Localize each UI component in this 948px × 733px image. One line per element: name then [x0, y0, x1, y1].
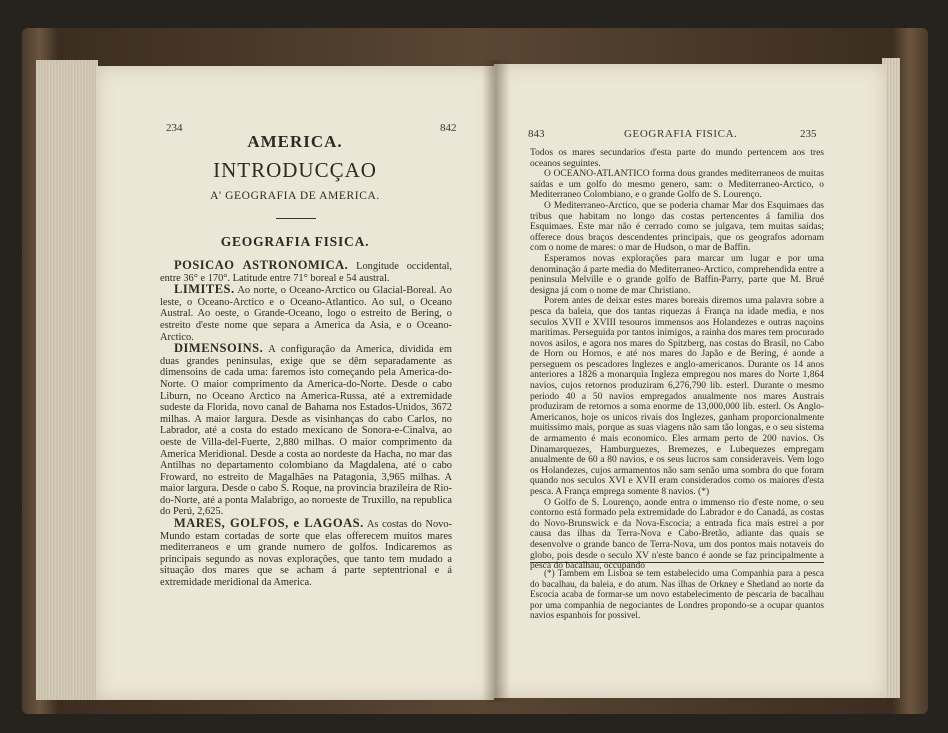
text-seas: As costas do Novo-Mundo estam cortadas de sorte que elas offerecem muitos mares mediterraneos e um grande numero de golfos. Indicaremos as principais segundo as novas explorações, que tanto tem mudado a situação dos mares que se acham á parte septentrional e á extremidade meridional da America. — [160, 519, 452, 589]
right-page — [494, 64, 886, 698]
page-edges-left — [36, 60, 98, 700]
paragraph-atlantic: O OCEANO-ATLANTICO forma dous grandes mediterraneos de muitas saídas e um golfo do mesmo genero, sam: o Mediterraneo-Arctico, o Mediterraneo Colombiano, e o grande Golfo de S. Lourenço. — [530, 169, 824, 201]
paragraph-position — [160, 260, 452, 284]
paragraph-limits — [160, 284, 452, 343]
paragraph-seas — [160, 518, 452, 589]
text-dimensions: A configuração da America, dividida em duas grandes peninsulas, exige que se dêm separadamente as dimensoins de cada uma: faremos isto começando pela America-do-Norte. O maior comprimento da America-do-Norte. Desde o cabo Liburn, no Oceano Arctico na America-Russa, até a extremidade sudeste da Florida, novo canal de Bahama nos Estados-Unidos, 3672 milhas. A maior largura. Desde as visinhanças do cabo Carlos, no Labrador, até a costa do estado mexicano de Sonora-e-Cinalva, ao oeste de Villa-del-Fuerte, 2,880 milhas. O maior comprimento da America Meridional. Desde a costa ao nordeste da Hacha, no mar das Antilhas no departamento colombiano da Magdalena, até o cabo Froward, no estreito de Magalhães na Patagonia, 3,965 milhas. A maior largura. Desde o cabo S. Roque, na provincia brazileira de Rio-do-Norte, até a ponta Malabrigo, ao noroeste de Truxillo, na republica do Perú, 2,625. — [160, 344, 452, 518]
paragraph-intro: Todos os mares secundarios d'esta parte do mundo pertencem aos tres oceanos seguintes. — [530, 148, 824, 169]
catchword-left-page: 842 — [440, 122, 457, 134]
catchword-right-page: 843 — [528, 128, 545, 140]
introduction-subtitle: A' GEOGRAFIA DE AMERICA. — [210, 190, 380, 202]
text-position: Longitude occidental, entre 36° e 170°. Latitude entre 71° boreal e 54 austral. — [160, 261, 452, 284]
footnote: (*) Tambem em Lisboa se tem estabelecido uma Companhia para a pesca do bacalhau, da baleia, e do atum. Nas ilhas de Orkney e Shetland ao norte da Escocia acaba de formar-se um novo estabelecimento de pescaria de bacalhau por uma companhia de negociantes de Londres propondo-se a ocupar quantos navios espanhois for possivel. — [530, 568, 824, 621]
introduction-title: INTRODUCÇAO — [213, 158, 377, 182]
page-number-left: 234 — [166, 122, 183, 134]
paragraph-dimensions — [160, 343, 452, 518]
heading-limits: LIMITES. — [174, 282, 235, 297]
title-rule — [276, 218, 316, 219]
running-head-left: AMERICA. — [247, 132, 343, 151]
text-limits: Ao norte, o Oceano-Arctico ou Glacial-Boreal. Ao leste, o Oceano-Arctico e o Oceano-Atlantico. Ao sul, o Oceano Austral. Ao oeste, o Grande-Oceano, logo o estreito de Bering, o estreito d'este nome que separa a America da Asia, e o Oceano-Arctico. — [160, 285, 452, 343]
footnote-rule — [530, 562, 824, 563]
page-number-right: 235 — [800, 128, 817, 140]
left-page — [96, 66, 494, 700]
right-page-body — [530, 148, 824, 572]
heading-position: POSICAO ASTRONOMICA. — [174, 258, 349, 272]
left-page-body — [160, 260, 452, 589]
section-title: GEOGRAFIA FISICA. — [220, 234, 370, 249]
running-head-right: GEOGRAFIA FISICA. — [624, 128, 738, 140]
paragraph-explorations: Esperamos novas explorações para marcar um lugar e por uma denominação á parte media do Mediterraneo-Arctico, comprehendida entre a peninsula Melville e o grande golfo de Baffin-Parry, parte que M. Brué designa já com o nome de mar Christiano. — [530, 253, 824, 296]
paragraph-st-lawrence: O Golfo de S. Lourenço, aonde entra o immenso rio d'este nome, o seu contorno está formado pela extremidade do Labrador e do Canadá, as costas do Novo-Brunswick e da Nova-Escocia; a entrada fica mais estrei a por causa das ilhas da Terra-Nova e Cabo-Bretão, adiante das quais se desenvolve o grande banco de Terra-Nova, um dos pontos mais notaveis do globo, pois desde o seculo XV n'este banco é aonde se faz principalmente a pesca do bacalhau, occupando — [530, 497, 824, 572]
paragraph-whaling: Porem antes de deixar estes mares boreais diremos uma palavra sobre a pesca da baleia, que dos tantas riquezas á França na idade media, e nos seculos XVII e XVIII tesouros immensos aos Holandezes e outras naçoins maritimas. Perseguida por tantos inimigos, a rainha dos mares tem procurado novos asilos, e agora nos mares do Spitzberg, nas costas do Brasil, no Cabo de Horn ou Hornos, e até nos mares do Japão e de Bering, é aonde a perseguem os pescadores Inglezes e anglo-americanos. Durante os 14 anos anteriores a 1826 a monarquia Ingleza empregou nos mares do Norte 1,864 navios, cujos retornos produziram 6,276,790 lib. esterl. Durante o mesmo periodo 40 a 50 navios empregados anualmente nos mares Austrais produziram de retornos a soma enorme de 13,000,000 lib. esterl. Os Anglo-Americanos, hoje os unicos rivais dos Inglezes, ganham proporcionalmente muitissimo mais, porque as suas viagens não sam tão longas, e o seu sistema de armamento é mais economico. Eles armam perto de 200 navios. Os Dinamarquezes, Hamburguezes, Bremezes, e Lubequezes empregam anualmente de 60 a 80 navios, e os seus lucros sam consideraveis. Vem logo os Holandezes, cujos armamentos não sam senão uma sombra do que foram quando nos seculos XVI e XVII eram considerados como os maiores d'esta pesca. A França emprega somente 8 navios. (*) — [530, 296, 824, 497]
paragraph-arctic: O Mediterraneo-Arctico, que se poderia chamar Mar dos Esquimaes das tribus que habitam no longo das costas pertencentes á familia dos Esquimaes. Este mar não é cerrado como se julgava, tem muitas saídas; offerece dous braços descendentes principais, que os geografos adornam com o nome de mares: o mar de Hudson, o mar de Baffin. — [530, 200, 824, 254]
heading-seas: MARES, GOLFOS, e LAGOAS. — [174, 516, 364, 531]
heading-dimensions: DIMENSOINS. — [174, 341, 264, 356]
